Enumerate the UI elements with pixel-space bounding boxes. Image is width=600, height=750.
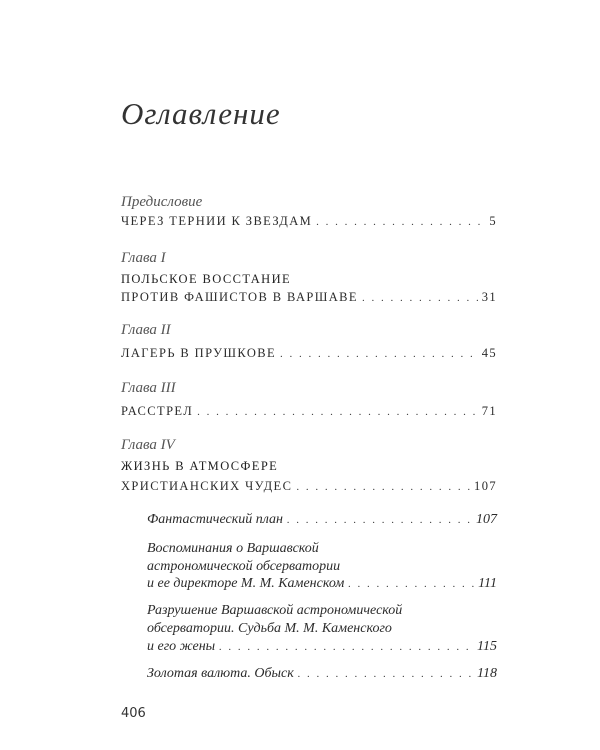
toc-subentry-title: Фантастический план <box>147 512 284 527</box>
toc-entry-chapter-1[interactable] <box>121 290 497 305</box>
toc-subentry[interactable] <box>147 576 497 592</box>
toc-subentry-title-line: Разрушение Варшавской астрономической <box>147 603 403 618</box>
toc-entry-title: РАССТРЕЛ <box>121 404 194 418</box>
toc-entry-title: ЧЕРЕЗ ТЕРНИИ К ЗВЕЗДАМ <box>121 214 313 228</box>
toc-entry-chapter-3[interactable] <box>121 404 497 419</box>
toc-entry-chapter-4[interactable] <box>121 479 497 494</box>
toc-subentry-title: Золотая валюта. Обыск <box>147 666 294 681</box>
toc-entry-title: ХРИСТИАНСКИХ ЧУДЕС <box>121 479 293 493</box>
dot-leader <box>316 216 485 228</box>
toc-subentry[interactable] <box>147 666 497 682</box>
toc-subentry[interactable] <box>147 512 497 528</box>
toc-page-number: 107 <box>474 479 497 493</box>
toc-subentry[interactable] <box>147 639 497 655</box>
dot-leader <box>197 406 478 418</box>
toc-page-number: 115 <box>477 639 497 654</box>
chapter-label: Глава III <box>121 380 176 396</box>
dot-leader <box>296 481 470 493</box>
toc-subentry-title-line: астрономической обсерватории <box>147 559 341 574</box>
dot-leader <box>362 292 478 304</box>
dot-leader <box>348 578 474 590</box>
dot-leader <box>280 348 478 360</box>
dot-leader <box>287 514 472 526</box>
chapter-label: Глава IV <box>121 437 175 453</box>
toc-entry-title-line: ПОЛЬСКОЕ ВОССТАНИЕ <box>121 272 292 286</box>
dot-leader <box>219 641 473 653</box>
toc-entry-title: ЛАГЕРЬ В ПРУШКОВЕ <box>121 346 277 360</box>
toc-entry-title-line: ЖИЗНЬ В АТМОСФЕРЕ <box>121 459 279 473</box>
page-title: Оглавление <box>121 96 281 131</box>
dot-leader <box>298 668 473 680</box>
toc-subentry-title-line: Воспоминания о Варшавской <box>147 541 319 556</box>
toc-page-number: 31 <box>481 290 497 304</box>
toc-entry-chapter-2[interactable] <box>121 346 497 361</box>
toc-page-number: 71 <box>481 404 497 418</box>
toc-page-number: 111 <box>478 576 497 591</box>
toc-subentry-title: и ее директоре М. М. Каменском <box>147 576 345 591</box>
page-number: 406 <box>121 706 146 721</box>
toc-subentry-title: и его жены <box>147 639 216 654</box>
chapter-label: Глава II <box>121 322 171 338</box>
toc-page-number: 118 <box>477 666 497 681</box>
toc-page-number: 107 <box>476 512 497 527</box>
preface-label: Предисловие <box>121 194 203 210</box>
toc-page-number: 5 <box>489 214 497 228</box>
toc-subentry-title-line: обсерватории. Судьба М. М. Каменского <box>147 621 392 636</box>
toc-entry-title: ПРОТИВ ФАШИСТОВ В ВАРШАВЕ <box>121 290 358 304</box>
toc-entry-preface[interactable] <box>121 214 497 229</box>
toc-page-number: 45 <box>481 346 497 360</box>
chapter-label: Глава I <box>121 250 166 266</box>
